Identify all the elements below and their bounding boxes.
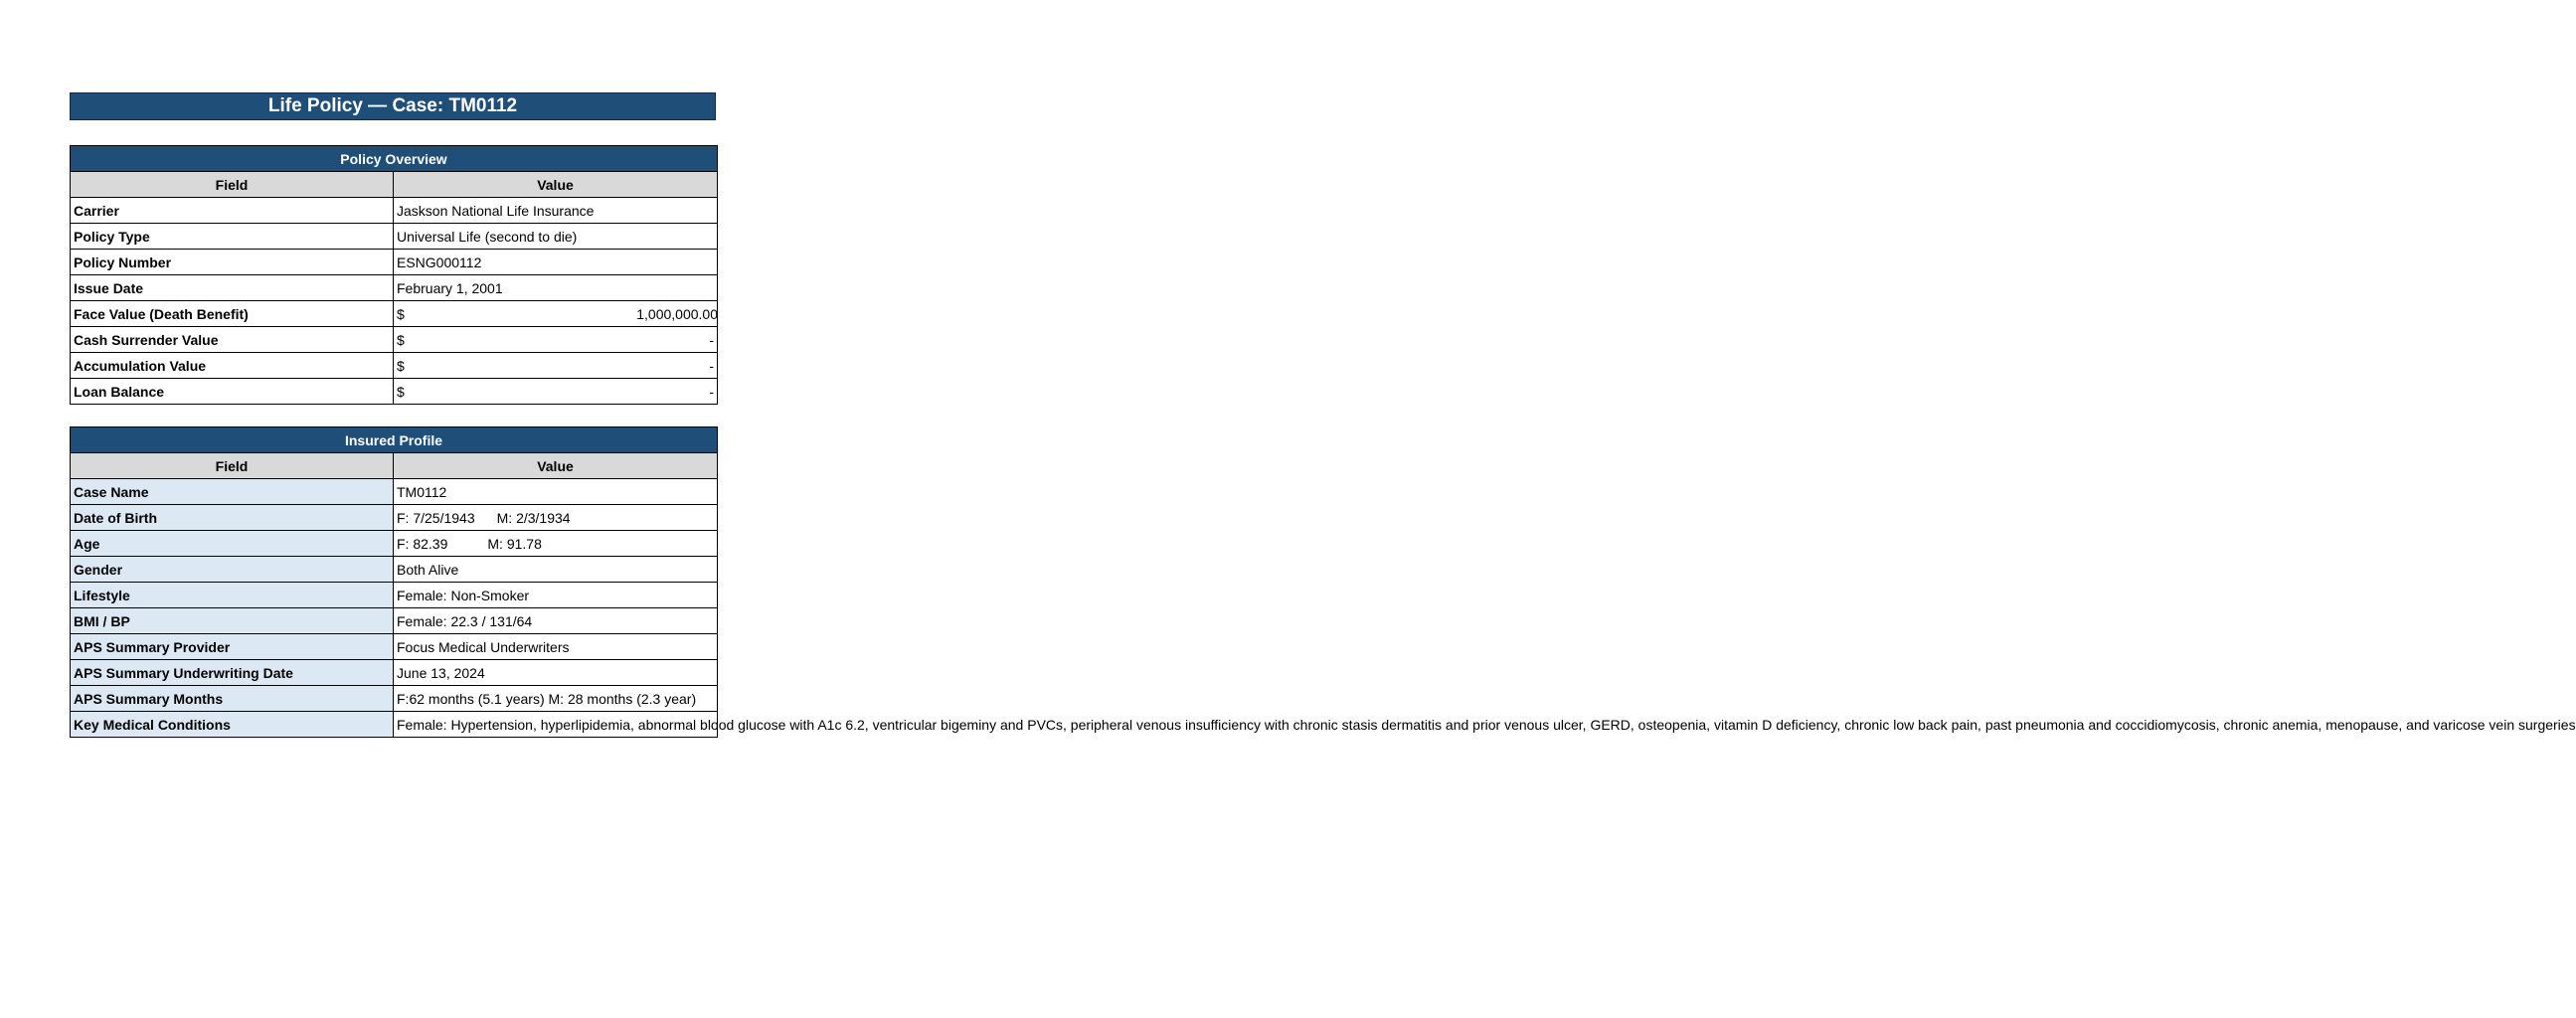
field-value: Jaskson National Life Insurance — [394, 198, 718, 224]
field-label: APS Summary Months — [71, 686, 394, 712]
field-value: Focus Medical Underwriters — [394, 634, 718, 660]
field-value: ESNG000112 — [394, 250, 718, 275]
field-value: F:62 months (5.1 years) M: 28 months (2.3 year) — [394, 686, 718, 712]
column-header-field: Field — [71, 172, 394, 198]
age-value — [394, 531, 718, 557]
column-header-field: Field — [71, 453, 394, 479]
insured-profile-title: Insured Profile — [71, 427, 718, 453]
field-value: February 1, 2001 — [394, 275, 718, 301]
dob-male: M: 2/3/1934 — [496, 509, 571, 526]
table-row — [71, 224, 718, 250]
field-label: BMI / BP — [71, 608, 394, 634]
policy-overview-table — [70, 145, 718, 405]
field-label: Age — [71, 531, 394, 557]
field-value: June 13, 2024 — [394, 660, 718, 686]
field-label: Policy Number — [71, 250, 394, 275]
field-label: Carrier — [71, 198, 394, 224]
field-value: Female: 22.3 / 131/64 — [394, 608, 718, 634]
field-label: Issue Date — [71, 275, 394, 301]
age-male: M: 91.78 — [487, 535, 542, 552]
age-female: F: 82.39 — [397, 535, 448, 552]
page-title: Life Policy — Case: TM0112 — [70, 92, 716, 120]
money-value — [394, 379, 718, 405]
key-conditions-value: Female: Hypertension, hyperlipidemia, abnormal blood glucose with A1c 6.2, ventricular bigeminy and PVCs, peripheral venous insufficiency with chronic stasis dermatitis and prior venous ulcer, GERD, osteopenia, vitamin D deficiency, chronic low back pain, past pneumonia and coccidiomycosis, chronic anemia, menopause, and varicose vein surgeries — [394, 712, 718, 738]
table-row — [71, 686, 718, 712]
table-row — [71, 608, 718, 634]
insured-profile-table — [70, 426, 2576, 738]
currency-symbol: $ — [397, 331, 405, 348]
policy-overview-title: Policy Overview — [71, 146, 718, 172]
amount: - — [709, 331, 714, 348]
table-row — [71, 505, 718, 531]
currency-symbol: $ — [397, 383, 405, 400]
field-label: Loan Balance — [71, 379, 394, 405]
field-label: Cash Surrender Value — [71, 327, 394, 353]
table-row — [71, 557, 718, 583]
field-label: APS Summary Provider — [71, 634, 394, 660]
amount: - — [709, 357, 714, 374]
table-row — [71, 712, 718, 738]
currency-symbol: $ — [397, 305, 405, 322]
currency-symbol: $ — [397, 357, 405, 374]
table-row — [71, 327, 718, 353]
table-row — [71, 198, 718, 224]
field-label: APS Summary Underwriting Date — [71, 660, 394, 686]
field-label: Policy Type — [71, 224, 394, 250]
table-row — [71, 660, 718, 686]
field-label: Lifestyle — [71, 583, 394, 608]
field-value: Both Alive — [394, 557, 718, 583]
table-row — [71, 353, 718, 379]
field-value: TM0112 — [394, 479, 718, 505]
money-value — [394, 327, 718, 353]
field-label: Gender — [71, 557, 394, 583]
column-header-value: Value — [394, 172, 718, 198]
field-value: Female: Non-Smoker — [394, 583, 718, 608]
table-row — [71, 634, 718, 660]
field-label: Key Medical Conditions — [71, 712, 394, 738]
table-row — [71, 583, 718, 608]
table-row — [71, 275, 718, 301]
field-label: Accumulation Value — [71, 353, 394, 379]
field-label: Date of Birth — [71, 505, 394, 531]
amount: 1,000,000.00 — [636, 305, 718, 322]
money-value — [394, 353, 718, 379]
table-row — [71, 531, 718, 557]
table-row — [71, 479, 718, 505]
table-row — [71, 379, 718, 405]
field-value: Universal Life (second to die) — [394, 224, 718, 250]
dob-female: F: 7/25/1943 — [397, 509, 475, 526]
dob-value — [394, 505, 718, 531]
amount: - — [709, 383, 714, 400]
field-label: Face Value (Death Benefit) — [71, 301, 394, 327]
money-value — [394, 301, 718, 327]
table-row — [71, 301, 718, 327]
table-row — [71, 250, 718, 275]
column-header-value: Value — [394, 453, 718, 479]
field-label: Case Name — [71, 479, 394, 505]
